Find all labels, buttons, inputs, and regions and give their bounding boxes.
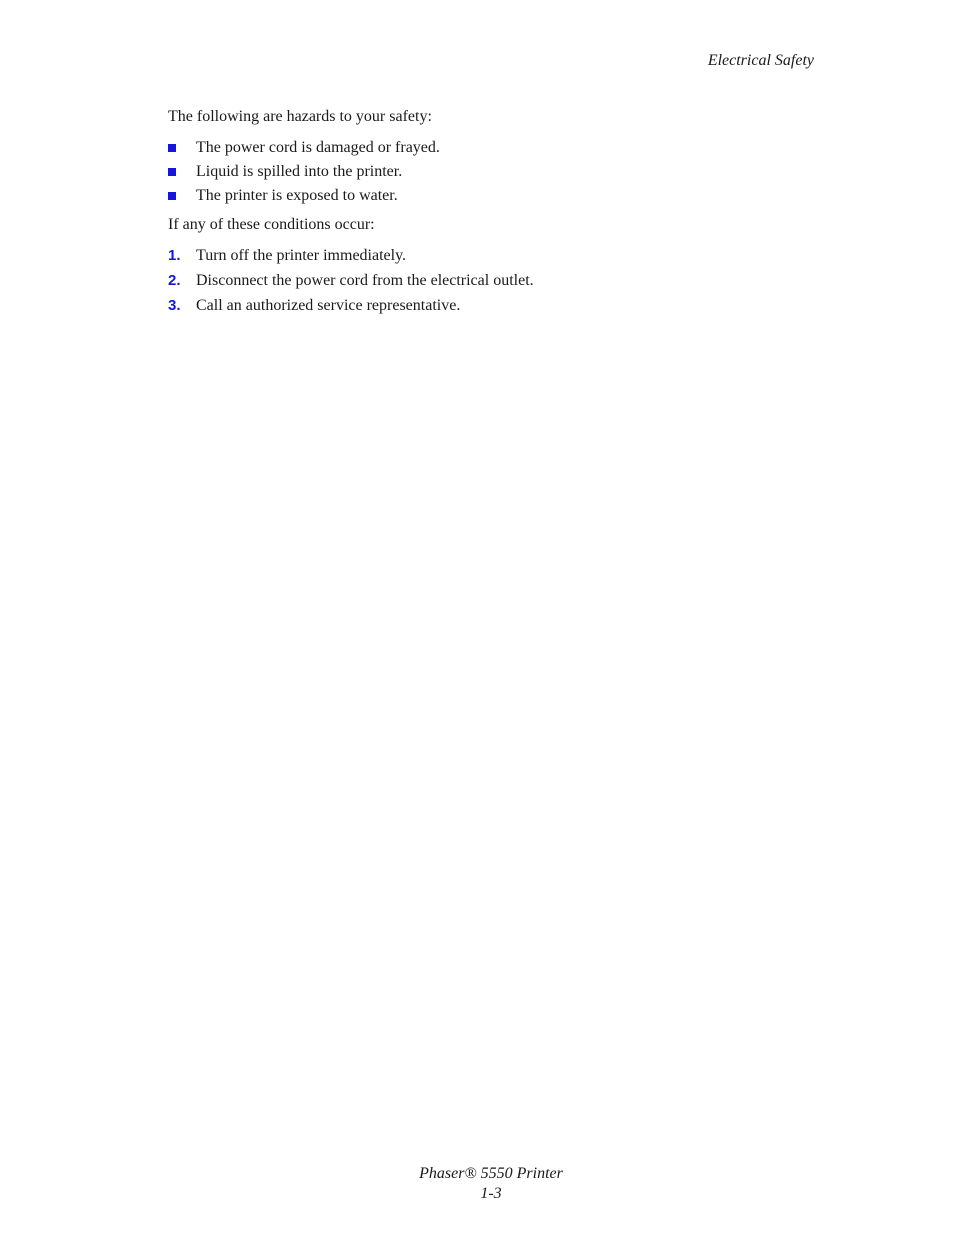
footer-product: Phaser® 5550 Printer (419, 1165, 563, 1182)
running-header: Electrical Safety (707, 52, 814, 69)
hazard-item (168, 186, 818, 206)
hazards-intro: The following are hazards to your safety: (168, 108, 432, 125)
steps-list (168, 246, 818, 316)
conditions-text: If any of these conditions occur: (168, 216, 375, 233)
hazard-text: Liquid is spilled into the printer. (196, 163, 403, 180)
step-text: Turn off the printer immediately. (196, 247, 407, 264)
page-content (168, 107, 818, 321)
step-item (168, 296, 818, 316)
square-bullet-icon (168, 144, 176, 152)
step-number: 1. (168, 247, 181, 264)
hazard-list (168, 138, 818, 206)
hazard-text: The printer is exposed to water. (196, 187, 398, 204)
step-text: Call an authorized service representative. (196, 297, 461, 314)
footer-page-number: 1-3 (480, 1185, 502, 1202)
hazard-item (168, 162, 818, 182)
step-item (168, 271, 818, 291)
page-footer (0, 1164, 954, 1204)
step-number: 2. (168, 272, 181, 289)
square-bullet-icon (168, 192, 176, 200)
step-item (168, 246, 818, 266)
step-text: Disconnect the power cord from the electrical outlet. (196, 272, 534, 289)
square-bullet-icon (168, 168, 176, 176)
step-number: 3. (168, 297, 181, 314)
hazard-text: The power cord is damaged or frayed. (196, 139, 440, 156)
hazard-item (168, 138, 818, 158)
